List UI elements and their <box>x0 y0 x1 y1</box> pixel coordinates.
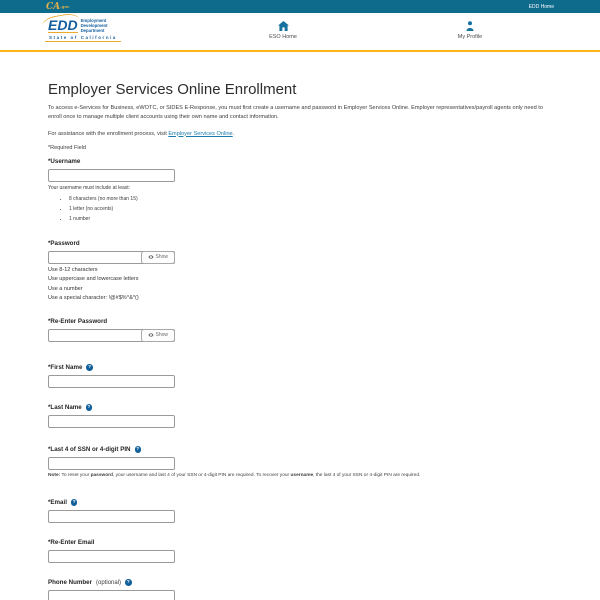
last-name-field-group <box>48 404 552 428</box>
eye-icon <box>148 333 154 337</box>
note-text: , your username and last 4 of your SSN or 4-digit PIN are required. To recover your <box>112 472 291 478</box>
ca-gov-logo[interactable] <box>46 2 69 12</box>
show-password-button[interactable] <box>141 251 175 264</box>
username-input[interactable] <box>48 169 175 182</box>
reenter-password-field-group <box>48 318 552 342</box>
nav-eso-home-label: ESO Home <box>269 34 297 40</box>
reenter-email-label: *Re-Enter Email <box>48 538 95 546</box>
first-name-label: *First Name <box>48 363 83 371</box>
username-rule-list <box>48 194 552 224</box>
edd-logo-state: State of California <box>45 35 121 43</box>
username-rule-item: • 1 letter (no accents) <box>69 204 552 214</box>
help-icon[interactable]: ? <box>126 579 130 585</box>
email-label: *Email <box>48 498 67 506</box>
edd-logo-acronym: EDD <box>48 16 78 33</box>
username-hint-title: Your username must include at least: <box>48 184 131 191</box>
nav-my-profile-label: My Profile <box>457 34 483 40</box>
ca-gov-logo-suffix: .gov <box>60 3 70 9</box>
password-label: *Password <box>48 239 80 247</box>
top-utility-bar <box>0 0 600 13</box>
reenter-email-field-group <box>48 539 552 563</box>
last-name-label: *Last Name <box>48 403 82 411</box>
phone-label: Phone Number <box>48 578 93 586</box>
note-prefix: Note: <box>48 472 61 478</box>
username-rule-item: • 8 characters (no more than 15) <box>69 194 552 204</box>
assistance-period: . <box>232 130 235 137</box>
ssn-pin-field-group <box>48 446 552 479</box>
edd-logo-dept-lines <box>81 18 108 33</box>
main-content <box>0 82 600 600</box>
ca-gov-logo-text: CA <box>46 1 61 12</box>
password-hints <box>48 266 552 304</box>
eye-icon <box>148 255 154 259</box>
edd-logo[interactable] <box>45 18 121 42</box>
required-field-note: *Required Field <box>48 144 86 151</box>
ssn-pin-label: *Last 4 of SSN or 4-digit PIN <box>48 445 131 453</box>
password-hint-item: Use 8-12 characters <box>48 266 98 273</box>
note-text: To reset your <box>60 472 91 478</box>
username-field-group <box>48 158 552 224</box>
last-name-input[interactable] <box>48 415 175 428</box>
phone-input[interactable] <box>48 590 175 600</box>
person-icon <box>465 21 475 31</box>
username-label: *Username <box>48 157 81 165</box>
email-field-group <box>48 499 552 523</box>
phone-field-group <box>48 579 552 600</box>
username-rule-item: • 1 number <box>69 214 552 224</box>
reenter-password-label: *Re-Enter Password <box>48 317 108 325</box>
note-text: , the last 4 of your SSN or 4-digit PIN are required. <box>313 472 421 478</box>
page-title: Employer Services Online Enrollment <box>48 81 297 98</box>
site-header <box>0 13 600 52</box>
edd-home-link[interactable]: EDD Home <box>528 3 554 10</box>
phone-optional-tag: (optional) <box>96 579 122 586</box>
first-name-input[interactable] <box>48 375 175 388</box>
password-hint-item: Use a special character: !@#$%^&*() <box>48 295 139 302</box>
ssn-pin-input[interactable] <box>48 457 175 470</box>
assistance-text: For assistance with the enrollment process, visit <box>48 130 169 137</box>
help-icon[interactable]: ? <box>88 364 92 370</box>
nav-my-profile[interactable] <box>440 21 500 40</box>
reenter-email-input[interactable] <box>48 550 175 563</box>
show-reenter-password-label: Show <box>155 332 168 339</box>
assistance-paragraph <box>48 130 552 138</box>
intro-paragraph: To access e-Services for Business, eWOTC, or SIDES E-Response, you must first create a username and password in Employer Services Online. Employer representatives/payroll agents only need to enroll once to manage multiple client accounts using their own name and contact information. <box>48 105 543 120</box>
employer-services-online-link[interactable]: Employer Services Online <box>168 130 233 137</box>
nav-eso-home[interactable] <box>253 21 313 40</box>
edd-dept-line: Employment <box>80 18 107 23</box>
help-icon[interactable]: ? <box>87 404 91 410</box>
password-field-group <box>48 240 552 304</box>
show-password-label: Show <box>155 254 168 261</box>
note-bold: password <box>90 472 113 478</box>
home-icon <box>278 21 289 31</box>
email-input[interactable] <box>48 510 175 523</box>
help-icon[interactable]: ? <box>72 499 76 505</box>
password-hint-item: Use a number <box>48 285 83 292</box>
password-hint-item: Use uppercase and lowercase letters <box>48 276 139 283</box>
note-bold: username <box>290 472 314 478</box>
edd-dept-line: Department <box>80 28 105 33</box>
first-name-field-group <box>48 364 552 388</box>
edd-dept-line: Development <box>80 23 108 28</box>
show-reenter-password-button[interactable] <box>141 329 175 342</box>
ssn-pin-note <box>48 473 552 479</box>
help-icon[interactable]: ? <box>136 446 140 452</box>
